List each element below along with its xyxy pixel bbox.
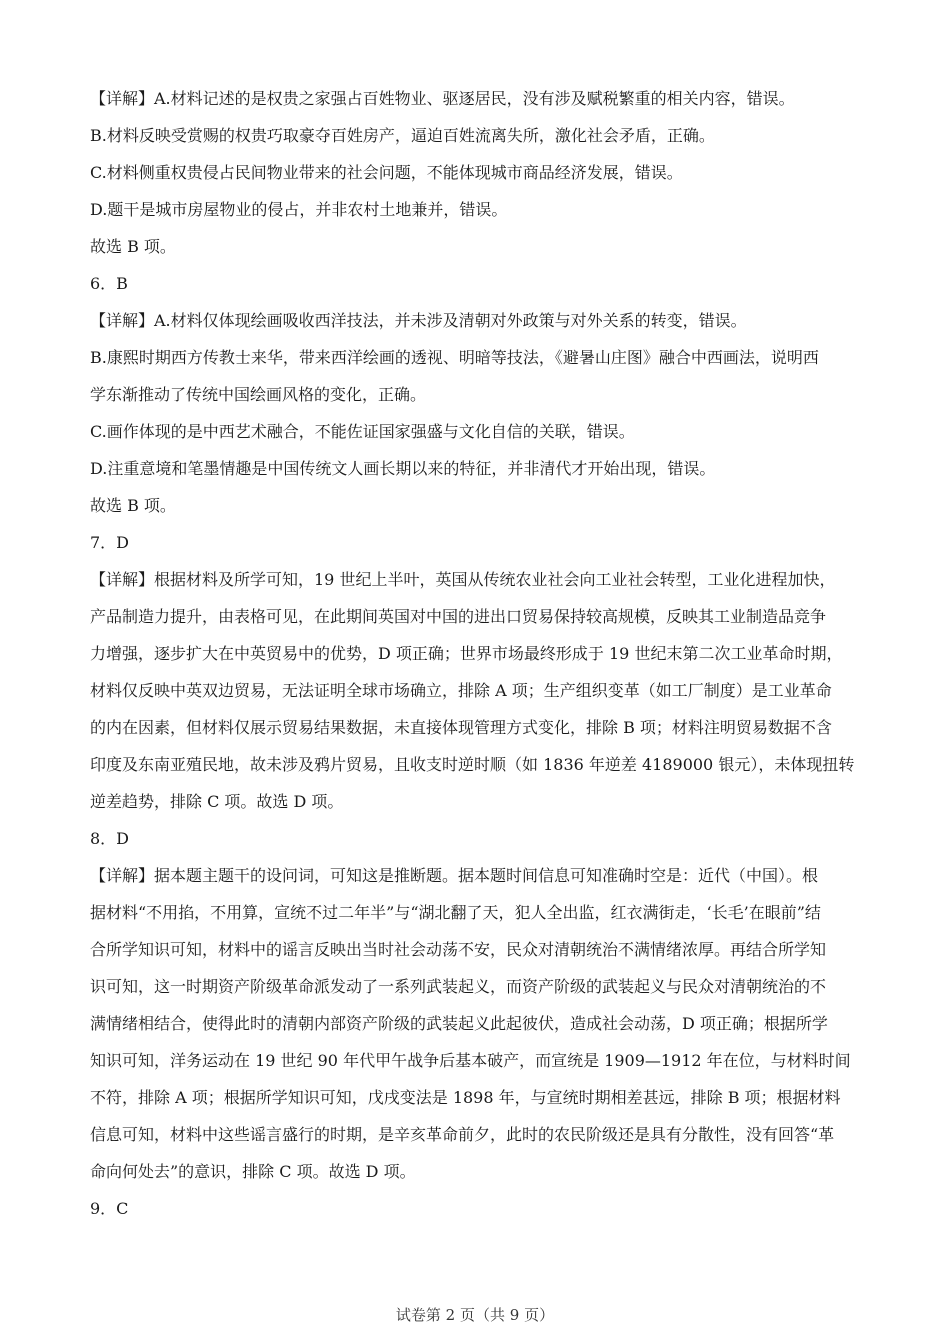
text-line: 【详解】A.材料记述的是权贵之家强占百姓物业、驱逐居民，没有涉及赋税繁重的相关内容，错误。	[90, 89, 795, 108]
text-line: 不符，排除 A 项；根据所学知识可知，戊戌变法是 1898 年，与宣统时期相差甚远，排除 B 项；根据材料	[90, 1088, 841, 1107]
text-line: 知识可知，洋务运动在 19 世纪 90 年代甲午战争后基本破产，而宣统是 1909—1912 年在位，与材料时间	[90, 1051, 851, 1070]
question-number: 9．C	[90, 1199, 129, 1218]
question-number: 8．D	[90, 829, 130, 848]
text-line: 故选 B 项。	[90, 496, 176, 515]
text-line: C.材料侧重权贵侵占民间物业带来的社会问题，不能体现城市商品经济发展，错误。	[90, 163, 683, 182]
question-number: 7．D	[90, 533, 130, 552]
text-line: 据材料“不用掐，不用算，宣统不过二年半”与“湖北翻了天，犯人全出监，红衣满街走，‘长毛’在眼前”结	[90, 903, 821, 922]
text-line: 力增强，逐步扩大在中英贸易中的优势，D 项正确；世界市场最终形成于 19 世纪末第二次工业革命时期，	[90, 644, 843, 663]
text-line: D.题干是城市房屋物业的侵占，并非农村土地兼并，错误。	[90, 200, 508, 219]
text-line: 【详解】根据材料及所学可知，19 世纪上半叶，英国从传统农业社会向工业社会转型，工业化进程加快，	[90, 570, 836, 589]
text-line: C.画作体现的是中西艺术融合，不能佐证国家强盛与文化自信的关联，错误。	[90, 422, 635, 441]
text-line: 【详解】据本题主题干的设问词，可知这是推断题。据本题时间信息可知准确时空是：近代（中国）。根	[90, 866, 819, 885]
answer-explanations	[90, 80, 870, 1227]
text-line: 学东渐推动了传统中国绘画风格的变化，正确。	[90, 385, 427, 404]
text-line: 合所学知识可知，材料中的谣言反映出当时社会动荡不安，民众对清朝统治不满情绪浓厚。再结合所学知	[90, 940, 827, 959]
text-line: 产品制造力提升，由表格可见，在此期间英国对中国的进出口贸易保持较高规模，反映其工业制造品竞争	[90, 607, 827, 626]
text-line: 命向何处去”的意识，排除 C 项。故选 D 项。	[90, 1162, 416, 1181]
text-line: 的内在因素，但材料仅展示贸易结果数据，未直接体现管理方式变化，排除 B 项；材料注明贸易数据不含	[90, 718, 832, 737]
text-line: 【详解】A.材料仅体现绘画吸收西洋技法，并未涉及清朝对外政策与对外关系的转变，错误。	[90, 311, 747, 330]
text-line: B.康熙时期西方传教士来华，带来西洋绘画的透视、明暗等技法，《避暑山庄图》融合中西画法，说明西	[90, 348, 819, 367]
text-line: 识可知，这一时期资产阶级革命派发动了一系列武装起义，而资产阶级的武装起义与民众对清朝统治的不	[90, 977, 827, 996]
text-line: B.材料反映受赏赐的权贵巧取豪夺百姓房产，逼迫百姓流离失所，激化社会矛盾，正确。	[90, 126, 715, 145]
text-line: D.注重意境和笔墨情趣是中国传统文人画长期以来的特征，并非清代才开始出现，错误。	[90, 459, 716, 478]
text-line: 逆差趋势，排除 C 项。故选 D 项。	[90, 792, 344, 811]
text-line: 材料仅反映中英双边贸易，无法证明全球市场确立，排除 A 项；生产组织变革（如工厂制度）是工业革命	[90, 681, 832, 700]
text-line: 满情绪相结合，使得此时的清朝内部资产阶级的武装起义此起彼伏，造成社会动荡，D 项正确；根据所学	[90, 1014, 828, 1033]
text-line: 故选 B 项。	[90, 237, 176, 256]
question-number: 6．B	[90, 274, 128, 293]
text-line: 信息可知，材料中这些谣言盛行的时期，是辛亥革命前夕，此时的农民阶级还是具有分散性，没有回答“革	[90, 1125, 835, 1144]
text-line: 印度及东南亚殖民地，故未涉及鸦片贸易，且收支时逆时顺（如 1836 年逆差 4189000 银元），未体现扭转	[90, 755, 855, 774]
page-footer: 试卷第 2 页（共 9 页）	[395, 1306, 555, 1324]
